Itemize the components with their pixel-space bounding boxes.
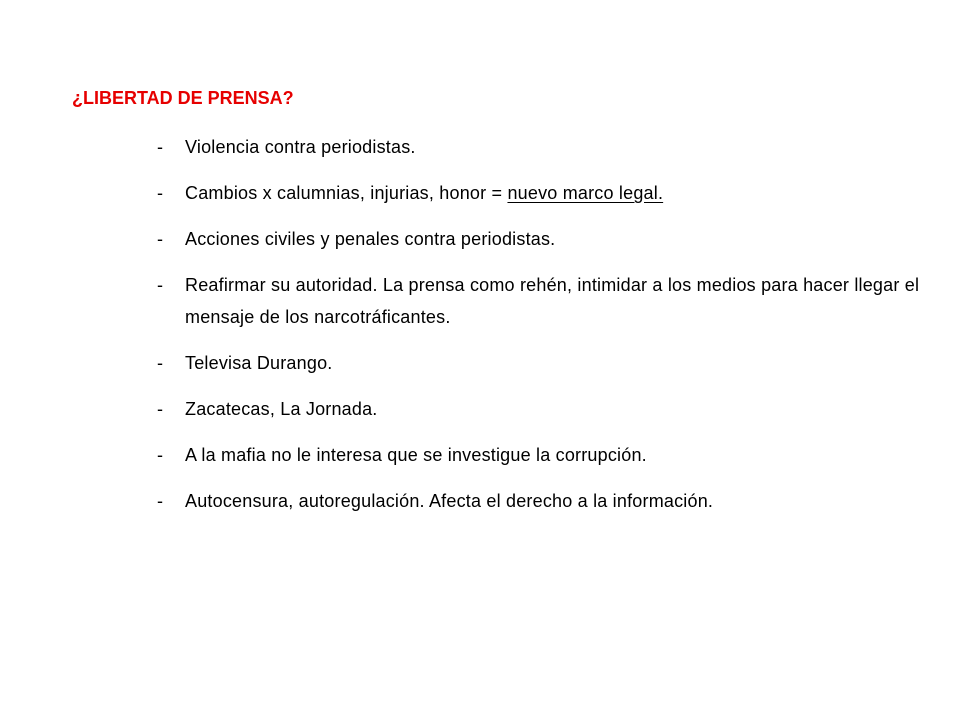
bullet-marker: - (157, 353, 164, 373)
bullet-item (157, 485, 927, 517)
bullet-marker: - (157, 229, 164, 249)
bullet-marker: - (157, 183, 164, 203)
bullet-text: A la mafia no le interesa que se investigue la corrupción. (185, 445, 647, 465)
bullet-item (157, 223, 927, 255)
bullet-text: Reafirmar su autoridad. La prensa como rehén, intimidar a los medios para hacer llegar el mensaje de los narcotráficantes. (185, 275, 920, 327)
bullet-marker: - (157, 399, 164, 419)
bullet-item (157, 393, 927, 425)
bullet-item (157, 177, 927, 209)
bullet-text: Televisa Durango. (185, 353, 333, 373)
bullet-text: Acciones civiles y penales contra periodistas. (185, 229, 556, 249)
bullet-marker: - (157, 137, 164, 157)
underlined-phrase: nuevo marco legal. (507, 183, 664, 203)
bullet-item (157, 347, 927, 379)
bullet-item (157, 131, 927, 163)
bullet-item (157, 269, 927, 333)
bullet-marker: - (157, 445, 164, 465)
bullet-list (157, 131, 927, 531)
bullet-text: Cambios x calumnias, injurias, honor = (185, 183, 508, 203)
bullet-text: Autocensura, autoregulación. Afecta el derecho a la información. (185, 491, 714, 511)
bullet-text: Zacatecas, La Jornada. (185, 399, 378, 419)
bullet-item (157, 439, 927, 471)
slide-title: ¿LIBERTAD DE PRENSA? (72, 88, 294, 108)
bullet-marker: - (157, 275, 164, 295)
bullet-text: Violencia contra periodistas. (185, 137, 416, 157)
bullet-marker: - (157, 491, 164, 511)
